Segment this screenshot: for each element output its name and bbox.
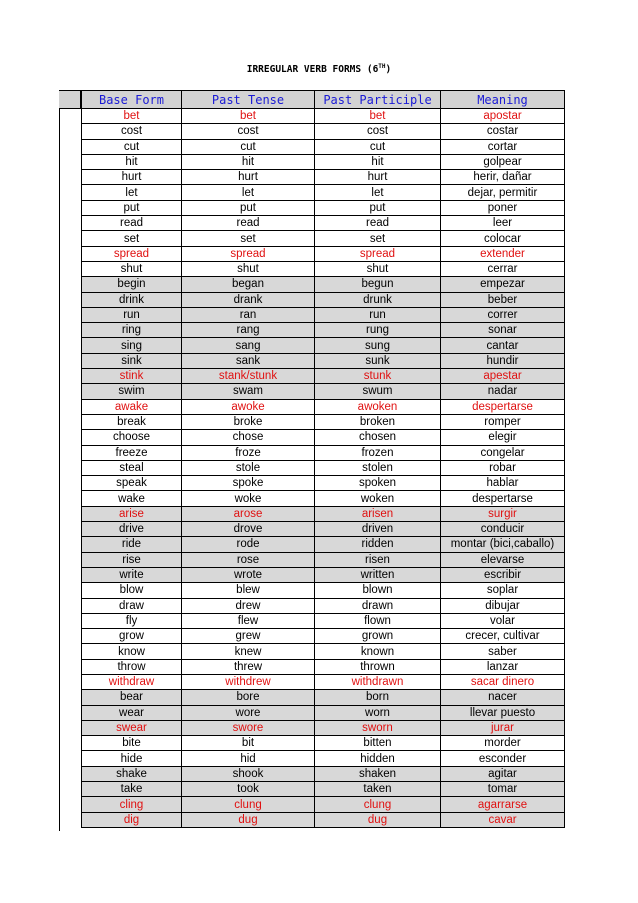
table-row — [82, 782, 565, 797]
past-participle-cell: thrown — [315, 659, 441, 674]
past-participle-cell: dug — [315, 812, 441, 827]
table-row — [82, 460, 565, 475]
table-row — [82, 307, 565, 322]
base-form-cell: throw — [82, 659, 182, 674]
past-tense-cell: stank/stunk — [182, 369, 315, 384]
meaning-cell: herir, dañar — [441, 170, 565, 185]
past-participle-cell: drunk — [315, 292, 441, 307]
meaning-cell: nacer — [441, 690, 565, 705]
meaning-cell: sonar — [441, 323, 565, 338]
base-form-cell: write — [82, 567, 182, 582]
meaning-cell: apostar — [441, 109, 565, 124]
meaning-cell: surgir — [441, 506, 565, 521]
past-tense-cell: spread — [182, 246, 315, 261]
table-row — [82, 476, 565, 491]
past-participle-cell: read — [315, 216, 441, 231]
base-form-cell: wake — [82, 491, 182, 506]
meaning-cell: beber — [441, 292, 565, 307]
meaning-cell: cortar — [441, 139, 565, 154]
past-tense-cell: swore — [182, 720, 315, 735]
meaning-cell: llevar puesto — [441, 705, 565, 720]
meaning-cell: apestar — [441, 369, 565, 384]
past-tense-cell: woke — [182, 491, 315, 506]
base-form-cell: cut — [82, 139, 182, 154]
table-row — [82, 323, 565, 338]
past-participle-cell: rung — [315, 323, 441, 338]
past-participle-cell: sunk — [315, 353, 441, 368]
past-participle-cell: cut — [315, 139, 441, 154]
meaning-cell: volar — [441, 613, 565, 628]
base-form-cell: bear — [82, 690, 182, 705]
table-row — [82, 674, 565, 689]
past-participle-cell: broken — [315, 414, 441, 429]
meaning-cell: saber — [441, 644, 565, 659]
meaning-cell: elegir — [441, 430, 565, 445]
meaning-cell: lanzar — [441, 659, 565, 674]
table-row — [82, 369, 565, 384]
base-form-cell: blow — [82, 583, 182, 598]
meaning-cell: jurar — [441, 720, 565, 735]
header-past-participle: Past Participle — [315, 91, 441, 109]
meaning-cell: correr — [441, 307, 565, 322]
meaning-cell: montar (bici,caballo) — [441, 537, 565, 552]
past-participle-cell: awoken — [315, 399, 441, 414]
past-participle-cell: driven — [315, 522, 441, 537]
table-row — [82, 292, 565, 307]
past-tense-cell: grew — [182, 629, 315, 644]
table-row — [82, 567, 565, 582]
past-tense-cell: hit — [182, 154, 315, 169]
past-tense-cell: bit — [182, 736, 315, 751]
base-form-cell: bet — [82, 109, 182, 124]
past-tense-cell: arose — [182, 506, 315, 521]
past-tense-cell: drove — [182, 522, 315, 537]
meaning-cell: hablar — [441, 476, 565, 491]
base-form-cell: sing — [82, 338, 182, 353]
past-tense-cell: spoke — [182, 476, 315, 491]
base-form-cell: withdraw — [82, 674, 182, 689]
base-form-cell: drink — [82, 292, 182, 307]
header-meaning: Meaning — [441, 91, 565, 109]
table-row — [82, 216, 565, 231]
past-tense-cell: shook — [182, 766, 315, 781]
base-form-cell: let — [82, 185, 182, 200]
meaning-cell: despertarse — [441, 399, 565, 414]
past-participle-cell: taken — [315, 782, 441, 797]
meaning-cell: hundir — [441, 353, 565, 368]
meaning-cell: congelar — [441, 445, 565, 460]
table-row — [82, 399, 565, 414]
base-form-cell: speak — [82, 476, 182, 491]
past-participle-cell: sung — [315, 338, 441, 353]
past-participle-cell: clung — [315, 797, 441, 812]
past-participle-cell: risen — [315, 552, 441, 567]
meaning-cell: tomar — [441, 782, 565, 797]
table-row — [82, 338, 565, 353]
meaning-cell: golpear — [441, 154, 565, 169]
past-tense-cell: wrote — [182, 567, 315, 582]
meaning-cell: esconder — [441, 751, 565, 766]
past-participle-cell: known — [315, 644, 441, 659]
table-row — [82, 736, 565, 751]
past-participle-cell: bitten — [315, 736, 441, 751]
page-title — [0, 63, 638, 75]
meaning-cell: romper — [441, 414, 565, 429]
past-tense-cell: began — [182, 277, 315, 292]
table-row — [82, 720, 565, 735]
base-form-cell: drive — [82, 522, 182, 537]
past-participle-cell: let — [315, 185, 441, 200]
table-row — [82, 598, 565, 613]
table-row — [82, 537, 565, 552]
table-row — [82, 384, 565, 399]
table-row — [82, 583, 565, 598]
table-row — [82, 414, 565, 429]
past-tense-cell: stole — [182, 460, 315, 475]
base-form-cell: swear — [82, 720, 182, 735]
past-tense-cell: took — [182, 782, 315, 797]
base-form-cell: hide — [82, 751, 182, 766]
base-form-cell: grow — [82, 629, 182, 644]
meaning-cell: despertarse — [441, 491, 565, 506]
base-form-cell: swim — [82, 384, 182, 399]
table-row — [82, 690, 565, 705]
past-tense-cell: froze — [182, 445, 315, 460]
table-row — [82, 246, 565, 261]
table-row — [82, 506, 565, 521]
base-form-cell: fly — [82, 613, 182, 628]
past-tense-cell: ran — [182, 307, 315, 322]
table-row — [82, 170, 565, 185]
table-row — [82, 231, 565, 246]
past-tense-cell: sang — [182, 338, 315, 353]
past-participle-cell: run — [315, 307, 441, 322]
past-tense-cell: put — [182, 200, 315, 215]
meaning-cell: costar — [441, 124, 565, 139]
header-base-form: Base Form — [82, 91, 182, 109]
past-tense-cell: rode — [182, 537, 315, 552]
meaning-cell: soplar — [441, 583, 565, 598]
past-participle-cell: spoken — [315, 476, 441, 491]
base-form-cell: cost — [82, 124, 182, 139]
past-tense-cell: drank — [182, 292, 315, 307]
base-form-cell: wear — [82, 705, 182, 720]
base-form-cell: begin — [82, 277, 182, 292]
past-tense-cell: set — [182, 231, 315, 246]
base-form-cell: break — [82, 414, 182, 429]
meaning-cell: dejar, permitir — [441, 185, 565, 200]
base-form-cell: set — [82, 231, 182, 246]
table-row — [82, 797, 565, 812]
row-number-column — [59, 90, 82, 831]
base-form-cell: ring — [82, 323, 182, 338]
title-close: ) — [385, 64, 392, 76]
past-participle-cell: cost — [315, 124, 441, 139]
table-row — [82, 812, 565, 827]
meaning-cell: agarrarse — [441, 797, 565, 812]
past-participle-cell: shut — [315, 261, 441, 276]
meaning-cell: empezar — [441, 277, 565, 292]
past-tense-cell: read — [182, 216, 315, 231]
past-participle-cell: born — [315, 690, 441, 705]
base-form-cell: arise — [82, 506, 182, 521]
past-participle-cell: hurt — [315, 170, 441, 185]
table-row — [82, 430, 565, 445]
past-tense-cell: shut — [182, 261, 315, 276]
meaning-cell: agitar — [441, 766, 565, 781]
base-form-cell: rise — [82, 552, 182, 567]
table-row — [82, 154, 565, 169]
base-form-cell: steal — [82, 460, 182, 475]
past-tense-cell: swam — [182, 384, 315, 399]
base-form-cell: dig — [82, 812, 182, 827]
past-participle-cell: grown — [315, 629, 441, 644]
base-form-cell: sink — [82, 353, 182, 368]
past-tense-cell: threw — [182, 659, 315, 674]
meaning-cell: cerrar — [441, 261, 565, 276]
past-participle-cell: flown — [315, 613, 441, 628]
table-row — [82, 124, 565, 139]
table-row — [82, 445, 565, 460]
past-tense-cell: wore — [182, 705, 315, 720]
table-row — [82, 277, 565, 292]
past-tense-cell: clung — [182, 797, 315, 812]
past-participle-cell: begun — [315, 277, 441, 292]
past-participle-cell: chosen — [315, 430, 441, 445]
base-form-cell: stink — [82, 369, 182, 384]
past-participle-cell: stolen — [315, 460, 441, 475]
base-form-cell: cling — [82, 797, 182, 812]
table-row — [82, 522, 565, 537]
past-participle-cell: frozen — [315, 445, 441, 460]
row-number-header — [59, 90, 81, 109]
base-form-cell: hurt — [82, 170, 182, 185]
base-form-cell: put — [82, 200, 182, 215]
past-participle-cell: drawn — [315, 598, 441, 613]
past-tense-cell: cut — [182, 139, 315, 154]
title-text: IRREGULAR VERB FORMS (6 — [246, 64, 379, 76]
verb-table — [81, 90, 565, 828]
meaning-cell: elevarse — [441, 552, 565, 567]
past-participle-cell: woken — [315, 491, 441, 506]
past-tense-cell: flew — [182, 613, 315, 628]
past-participle-cell: written — [315, 567, 441, 582]
past-participle-cell: worn — [315, 705, 441, 720]
verb-table-body — [82, 109, 565, 828]
past-tense-cell: drew — [182, 598, 315, 613]
table-row — [82, 200, 565, 215]
past-tense-cell: dug — [182, 812, 315, 827]
past-tense-cell: rose — [182, 552, 315, 567]
past-tense-cell: broke — [182, 414, 315, 429]
base-form-cell: spread — [82, 246, 182, 261]
meaning-cell: conducir — [441, 522, 565, 537]
meaning-cell: robar — [441, 460, 565, 475]
past-tense-cell: cost — [182, 124, 315, 139]
base-form-cell: take — [82, 782, 182, 797]
past-tense-cell: blew — [182, 583, 315, 598]
past-participle-cell: stunk — [315, 369, 441, 384]
past-participle-cell: hit — [315, 154, 441, 169]
past-participle-cell: arisen — [315, 506, 441, 521]
meaning-cell: extender — [441, 246, 565, 261]
past-participle-cell: set — [315, 231, 441, 246]
past-tense-cell: let — [182, 185, 315, 200]
past-tense-cell: chose — [182, 430, 315, 445]
meaning-cell: dibujar — [441, 598, 565, 613]
table-row — [82, 613, 565, 628]
base-form-cell: bite — [82, 736, 182, 751]
past-tense-cell: bet — [182, 109, 315, 124]
meaning-cell: colocar — [441, 231, 565, 246]
past-tense-cell: rang — [182, 323, 315, 338]
base-form-cell: shut — [82, 261, 182, 276]
table-row — [82, 109, 565, 124]
base-form-cell: know — [82, 644, 182, 659]
table-row — [82, 552, 565, 567]
base-form-cell: hit — [82, 154, 182, 169]
header-past-tense: Past Tense — [182, 91, 315, 109]
meaning-cell: leer — [441, 216, 565, 231]
meaning-cell: cavar — [441, 812, 565, 827]
title-superscript: TH — [378, 63, 386, 70]
table-row — [82, 139, 565, 154]
past-participle-cell: blown — [315, 583, 441, 598]
past-tense-cell: bore — [182, 690, 315, 705]
table-row — [82, 629, 565, 644]
meaning-cell: crecer, cultivar — [441, 629, 565, 644]
past-participle-cell: bet — [315, 109, 441, 124]
base-form-cell: run — [82, 307, 182, 322]
past-participle-cell: swum — [315, 384, 441, 399]
meaning-cell: sacar dinero — [441, 674, 565, 689]
past-participle-cell: sworn — [315, 720, 441, 735]
meaning-cell: escribir — [441, 567, 565, 582]
table-row — [82, 659, 565, 674]
table-row — [82, 766, 565, 781]
past-participle-cell: put — [315, 200, 441, 215]
table-row — [82, 751, 565, 766]
base-form-cell: draw — [82, 598, 182, 613]
past-tense-cell: hurt — [182, 170, 315, 185]
past-tense-cell: sank — [182, 353, 315, 368]
table-row — [82, 185, 565, 200]
meaning-cell: nadar — [441, 384, 565, 399]
table-row — [82, 644, 565, 659]
base-form-cell: freeze — [82, 445, 182, 460]
table-row — [82, 705, 565, 720]
base-form-cell: awake — [82, 399, 182, 414]
past-participle-cell: hidden — [315, 751, 441, 766]
meaning-cell: poner — [441, 200, 565, 215]
meaning-cell: morder — [441, 736, 565, 751]
base-form-cell: read — [82, 216, 182, 231]
past-participle-cell: spread — [315, 246, 441, 261]
past-participle-cell: shaken — [315, 766, 441, 781]
past-tense-cell: knew — [182, 644, 315, 659]
header-row — [82, 91, 565, 109]
meaning-cell: cantar — [441, 338, 565, 353]
base-form-cell: shake — [82, 766, 182, 781]
table-row — [82, 261, 565, 276]
base-form-cell: choose — [82, 430, 182, 445]
past-participle-cell: ridden — [315, 537, 441, 552]
table-row — [82, 353, 565, 368]
past-tense-cell: awoke — [182, 399, 315, 414]
past-participle-cell: withdrawn — [315, 674, 441, 689]
past-tense-cell: withdrew — [182, 674, 315, 689]
table-row — [82, 491, 565, 506]
past-tense-cell: hid — [182, 751, 315, 766]
base-form-cell: ride — [82, 537, 182, 552]
